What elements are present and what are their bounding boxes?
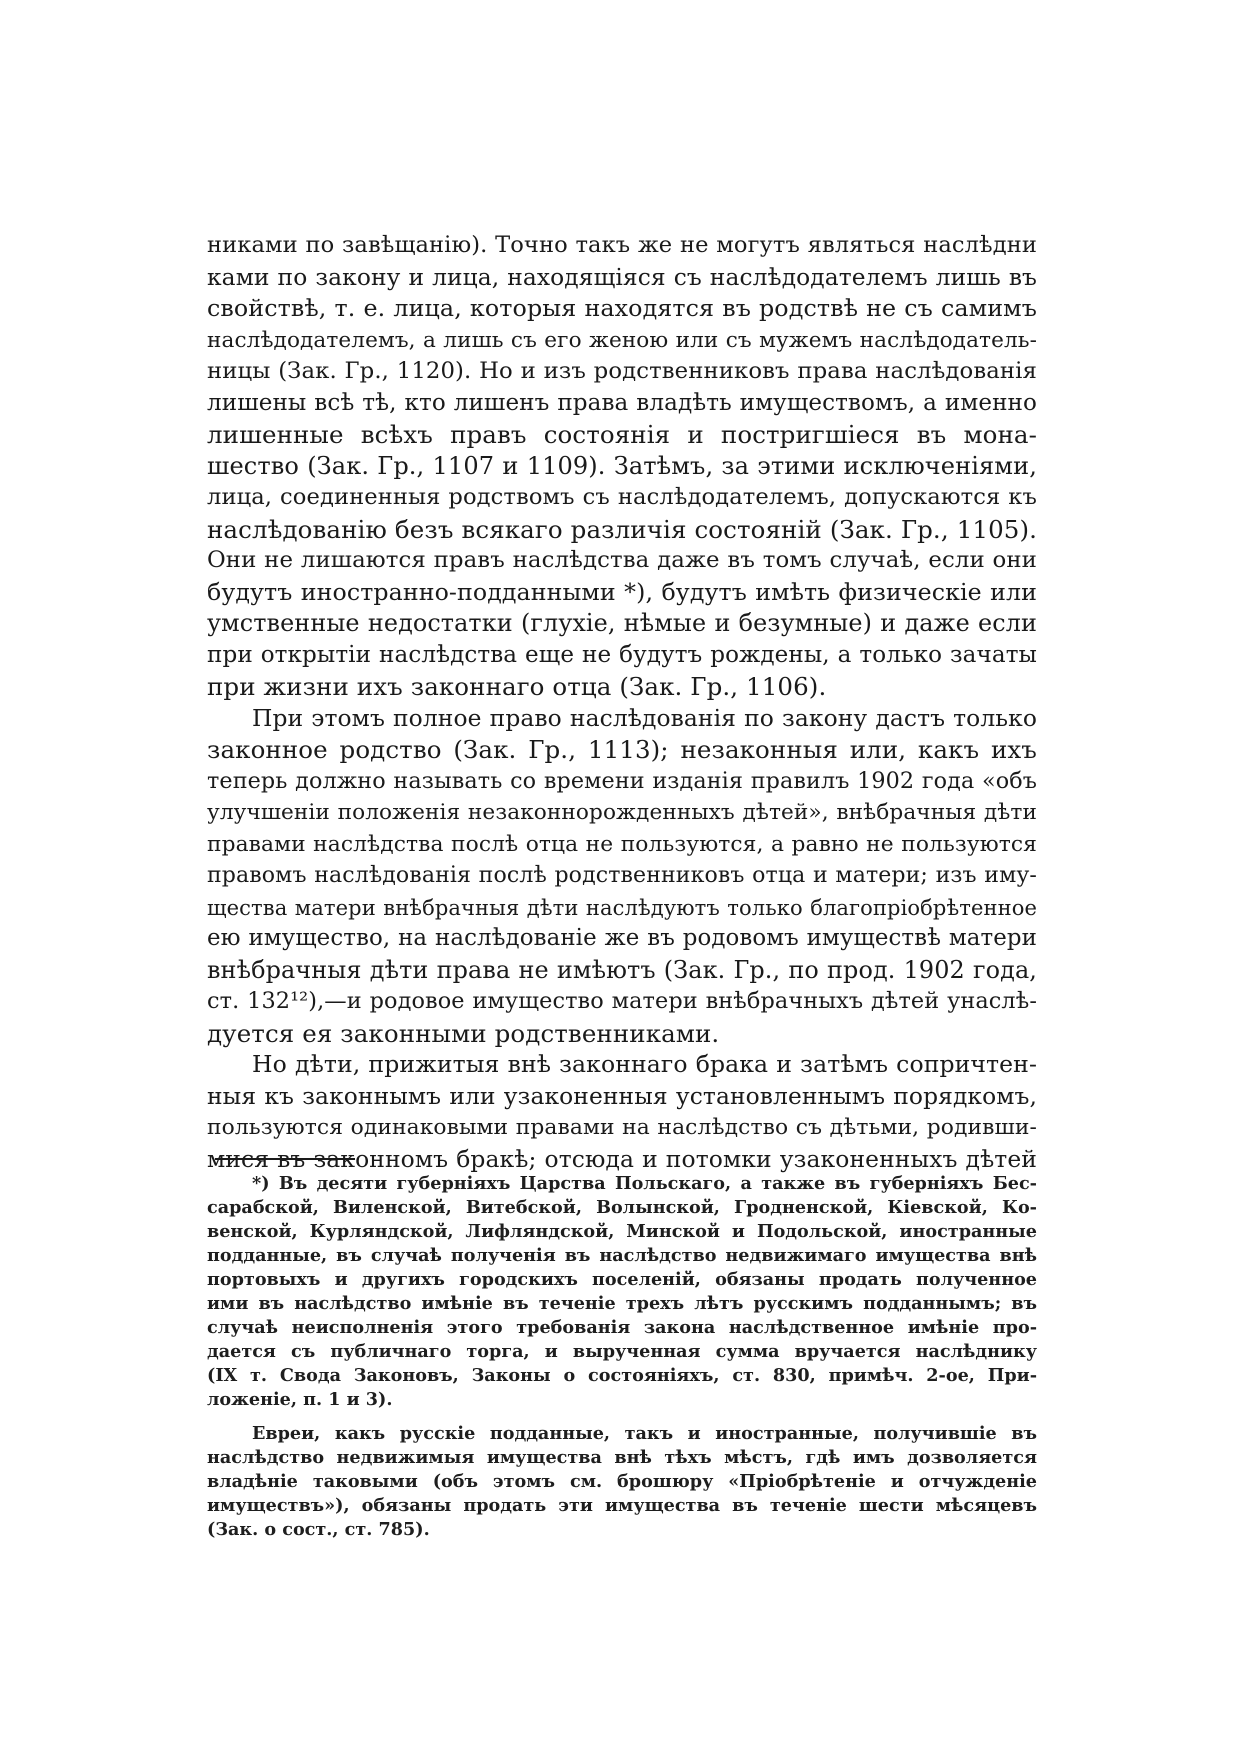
footnote-line: наслѣдство недвижимыя имущества внѣ тѣхъ мѣстъ, гдѣ имъ дозволяется — [207, 1447, 1037, 1468]
text-line: лишенные всѣхъ правъ состоянія и постригшіеся въ мона- — [207, 420, 1037, 449]
text-line: дуется ея законными родственниками. — [207, 1018, 720, 1048]
main-text — [207, 230, 1037, 1175]
footnote-line: ложеніе, п. 1 и 3). — [207, 1389, 393, 1410]
footnote-line: (Зак. о сост., ст. 785). — [207, 1519, 430, 1540]
footnote-line: *) Въ десяти губерніяхъ Царства Польскаго, а также въ губерніяхъ Бес- — [252, 1173, 1037, 1194]
text-line: Они не лишаются правъ наслѣдства даже въ томъ случаѣ, если они — [207, 547, 1037, 573]
text-line: Но дѣти, прижитыя внѣ законнаго брака и затѣмъ сопричтен- — [252, 1050, 1037, 1078]
text-line: ницы (Зак. Гр., 1120). Но и изъ родственниковъ права наслѣдованія — [207, 358, 1037, 384]
footnote-line: портовыхъ и другихъ городскихъ поселеній, обязаны продать полученное — [207, 1269, 1037, 1290]
footnote-divider — [215, 1158, 355, 1160]
text-line: При этомъ полное право наслѣдованія по закону дастъ только — [252, 703, 1037, 732]
text-line: правомъ наслѣдованія послѣ родственниковъ отца и матери; изъ иму- — [207, 863, 1037, 888]
text-line: ею имущество, на наслѣдованіе же въ родовомъ имуществѣ матери — [207, 925, 1037, 951]
footnote-line: случаѣ неисполненія этого требованія закона наслѣдственное имѣніе про- — [207, 1317, 1037, 1338]
footnote-line: ими въ наслѣдство имѣніе въ теченіе трехъ лѣтъ русскимъ подданнымъ; въ — [207, 1293, 1037, 1314]
footnote-line: дается съ публичнаго торга, и вырученная сумма вручается наслѣднику — [207, 1341, 1037, 1362]
footnote-line: подданные, въ случаѣ полученія въ наслѣдство недвижимаго имущества внѣ — [207, 1245, 1037, 1266]
text-line: будутъ иностранно-подданными *), будутъ имѣть физическіе или — [207, 577, 1037, 606]
footnote-line: (IX т. Свода Законовъ, Законы о состояніяхъ, ст. 830, примѣч. 2-ое, При- — [207, 1365, 1037, 1386]
footnote-gap — [207, 1412, 1037, 1422]
text-line: наслѣдованію безъ всякаго различія состояній (Зак. Гр., 1105). — [207, 514, 1037, 544]
text-line: умственные недостатки (глухіе, нѣмые и безумные) и даже если — [207, 609, 1037, 637]
text-line: никами по завѣщанію). Точно такъ же не могутъ являться наслѣдни — [207, 232, 1037, 258]
footnotes — [207, 1172, 1037, 1542]
footnote-line: владѣніе таковыми (объ этомъ см. брошюру «Пріобрѣтеніе и отчужденіе — [207, 1471, 1037, 1492]
footnote-line: венской, Курляндской, Лифляндской, Минской и Подольской, иностранные — [207, 1221, 1037, 1242]
text-line: пользуются одинаковыми правами на наслѣдство съ дѣтьми, родивши- — [207, 1115, 1037, 1140]
text-line: наслѣдодателемъ, а лишь съ его женою или съ мужемъ наслѣдодатель- — [207, 327, 1037, 353]
text-line: при жизни ихъ законнаго отца (Зак. Гр., 1106). — [207, 672, 827, 701]
text-line: ныя къ законнымъ или узаконенныя установленнымъ порядкомъ, — [207, 1081, 1037, 1110]
text-line: внѣбрачныя дѣти права не имѣютъ (Зак. Гр., по прод. 1902 года, — [207, 955, 1037, 984]
text-line: правами наслѣдства послѣ отца не пользуются, а равно не пользуются — [207, 831, 1037, 857]
text-line: лишены всѣ тѣ, кто лишенъ права владѣть имуществомъ, а именно — [207, 389, 1037, 416]
footnote-line: Евреи, какъ русскіе подданные, такъ и иностранные, получившіе въ — [252, 1423, 1037, 1444]
text-line: шество (Зак. Гр., 1107 и 1109). Затѣмъ, за этими исключеніями, — [207, 451, 1037, 480]
footnote-line: имуществъ»), обязаны продать эти имущества въ теченіе шести мѣсяцевъ — [207, 1495, 1037, 1516]
text-line: свойствѣ, т. е. лица, которыя находятся въ родствѣ не съ самимъ — [207, 294, 1037, 322]
text-line: мися въ законномъ бракѣ; отсюда и потомки узаконенныхъ дѣтей — [207, 1144, 1037, 1173]
text-line: ст. 132¹²),—и родовое имущество матери внѣбрачныхъ дѣтей унаслѣ- — [207, 988, 1037, 1014]
text-line: при открытіи наслѣдства еще не будутъ рождены, а только зачаты — [207, 641, 1037, 668]
text-line: теперь должно называть со времени изданія правилъ 1902 года «объ — [207, 767, 1037, 794]
footnote-line: сарабской, Виленской, Витебской, Волынской, Гродненской, Кіевской, Ко- — [207, 1197, 1037, 1218]
text-line: законное родство (Зак. Гр., 1113); незаконныя или, какъ ихъ — [207, 735, 1037, 764]
text-line: ками по закону и лица, находящіяся съ наслѣдодателемъ лишь въ — [207, 262, 1037, 291]
text-line: улучшеніи положенія незаконнорожденныхъ дѣтей», внѣбрачныя дѣти — [207, 800, 1037, 825]
text-line: щества матери внѣбрачныя дѣти наслѣдуютъ только благопріобрѣтенное — [207, 894, 1037, 920]
text-line: лица, соединенныя родствомъ съ наслѣдодателемъ, допускаются къ — [207, 484, 1037, 510]
